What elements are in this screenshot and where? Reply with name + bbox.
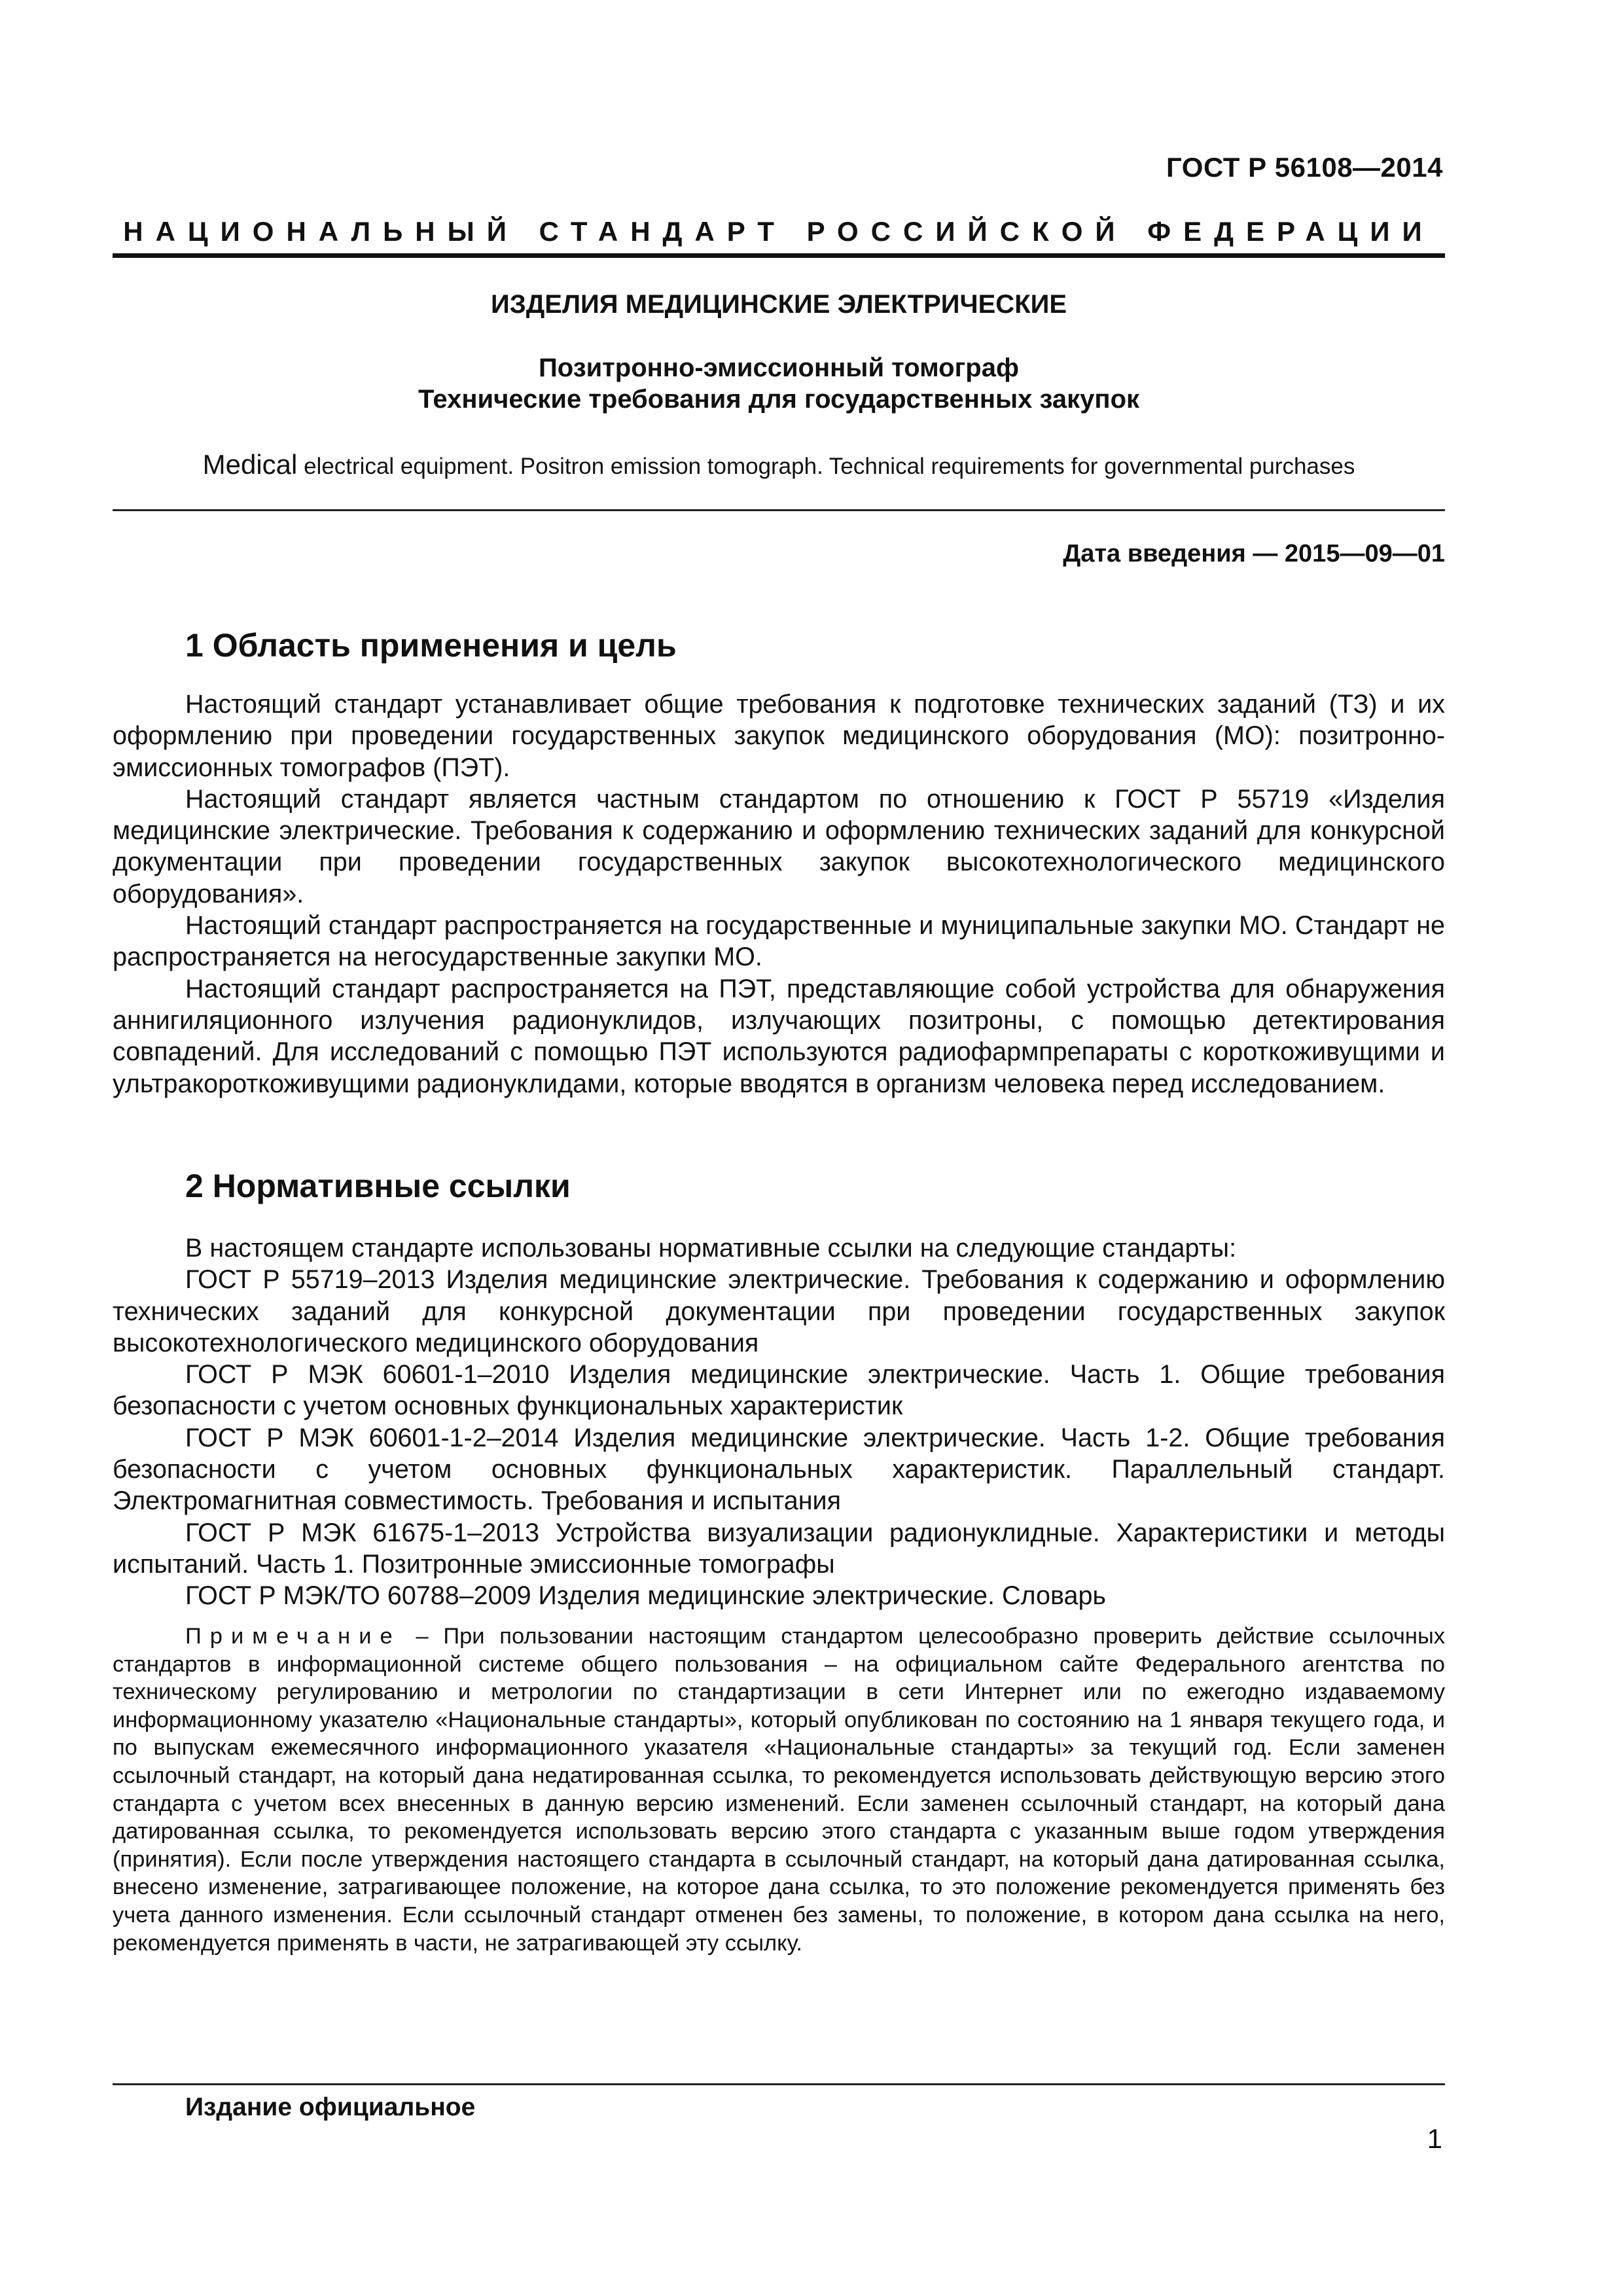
document-title: ИЗДЕЛИЯ МЕДИЦИНСКИЕ ЭЛЕКТРИЧЕСКИЕ: [490, 290, 1067, 319]
edition-label: Издание официальное: [185, 2093, 476, 2121]
section-1-paragraph: Настоящий стандарт распространяется на государственные и муниципальные закупки МО. Стандарт не распространяется на негосударственные закупки МО.: [113, 911, 1445, 972]
title-divider: [113, 509, 1445, 511]
reference-item: ГОСТ Р МЭК 60601-1–2010 Изделия медицинские электрические. Часть 1. Общие требования безопасности с учетом основных функциональных характеристик: [113, 1360, 1445, 1421]
note-label: Примечание: [185, 1624, 401, 1649]
document-number: ГОСТ Р 56108—2014: [1166, 152, 1443, 183]
reference-item: ГОСТ Р МЭК 60601-1-2–2014 Изделия медицинские электрические. Часть 1-2. Общие требования безопасности с учетом основных функциональных характеристик. Параллельный стандарт. Электромагнитная совместимость. Требования и испытания: [113, 1423, 1445, 1516]
note-block: [113, 1623, 1445, 1957]
note-paragraph: [113, 1623, 1445, 1957]
english-title-rest: electrical equipment. Positron emission tomograph. Technical requirements for governmental purchases: [297, 454, 1355, 479]
section-2-paragraph: В настоящем стандарте использованы нормативные ссылки на следующие стандарты:: [185, 1234, 1237, 1263]
introduction-date: Дата введения — 2015—09—01: [1063, 540, 1445, 567]
note-text: – При пользовании настоящим стандартом целесообразно проверить действие ссылочных стандартов в информационной системе общего пользования – на официальном сайте Федерального агентства по техническому регулированию и метрологии по стандартизации в сети Интернет или по ежегодно издаваемому информационному указателю «Национальные стандарты», который опубликован по состоянию на 1 января текущего года, и по выпускам ежемесячного информационного указателя «Национальные стандарты» за текущий год. Если заменен ссылочный стандарт, на который дана недатированная ссылка, то рекомендуется использовать действующую версию этого стандарта с учетом всех внесенных в данную версию изменений. Если заменен ссылочный стандарт, на который дана датированная ссылка, то рекомендуется использовать версию этого стандарта с указанным выше годом утверждения (принятия). Если после утверждения настоящего стандарта в ссылочный стандарт, на который дана датированная ссылка, внесено изменение, затрагивающее положение, на которое дана ссылка, то это положение рекомендуется применять без учета данного изменения. Если ссылочный стандарт отменен без замены, то положение, в котором дана ссылка на него, рекомендуется применять в части, не затрагивающей эту ссылку.: [113, 1624, 1445, 1956]
reference-item: ГОСТ Р МЭК/ТО 60788–2009 Изделия медицинские электрические. Словарь: [185, 1581, 1106, 1611]
section-1-paragraph: Настоящий стандарт является частным стандартом по отношению к ГОСТ Р 55719 «Изделия медицинские электрические. Требования к содержанию и оформлению технических заданий для конкурсной документации при проведении государственных закупок высокотехнологического медицинского оборудования».: [113, 784, 1445, 908]
header-divider: [113, 253, 1445, 258]
reference-item: ГОСТ Р МЭК 61675-1–2013 Устройства визуализации радионуклидные. Характеристики и методы испытаний. Часть 1. Позитронные эмиссионные томографы: [113, 1518, 1445, 1579]
document-subtitle-line-1: Позитронно-эмиссионный томограф: [539, 353, 1019, 382]
section-1-paragraph: Настоящий стандарт устанавливает общие требования к подготовке технических заданий (ТЗ) и их оформлению при проведении государственных закупок медицинского оборудования (МО): позитронно-эмиссионных томографов (ПЭТ).: [113, 690, 1445, 782]
page-number: 1: [1427, 2123, 1442, 2154]
national-standard-header: НАЦИОНАЛЬНЫЙ СТАНДАРТ РОССИЙСКОЙ ФЕДЕРАЦИИ: [123, 216, 1435, 247]
english-title-first-word: Medical: [202, 449, 298, 480]
section-1-body: [113, 689, 1445, 1100]
section-1-heading: 1 Область применения и цель: [185, 627, 677, 664]
english-title: [113, 449, 1445, 480]
document-subtitle-line-2: Технические требования для государственных закупок: [418, 385, 1140, 414]
section-2-body: [113, 1232, 1445, 1612]
section-2-heading: 2 Нормативные ссылки: [185, 1168, 571, 1204]
footer-divider: [113, 2083, 1445, 2085]
section-1-paragraph: Настоящий стандарт распространяется на ПЭТ, представляющие собой устройства для обнаружения аннигиляционного излучения радионуклидов, излучающих позитроны, с помощью детектирования совпадений. Для исследований с помощью ПЭТ используются радиофармпрепараты с короткоживущими и ультракороткоживущими радионуклидами, которые вводятся в организм человека перед исследованием.: [113, 974, 1445, 1098]
reference-item: ГОСТ Р 55719–2013 Изделия медицинские электрические. Требования к содержанию и оформлению технических заданий для конкурсной документации при проведении государственных закупок высокотехнологического медицинского оборудования: [113, 1265, 1445, 1357]
